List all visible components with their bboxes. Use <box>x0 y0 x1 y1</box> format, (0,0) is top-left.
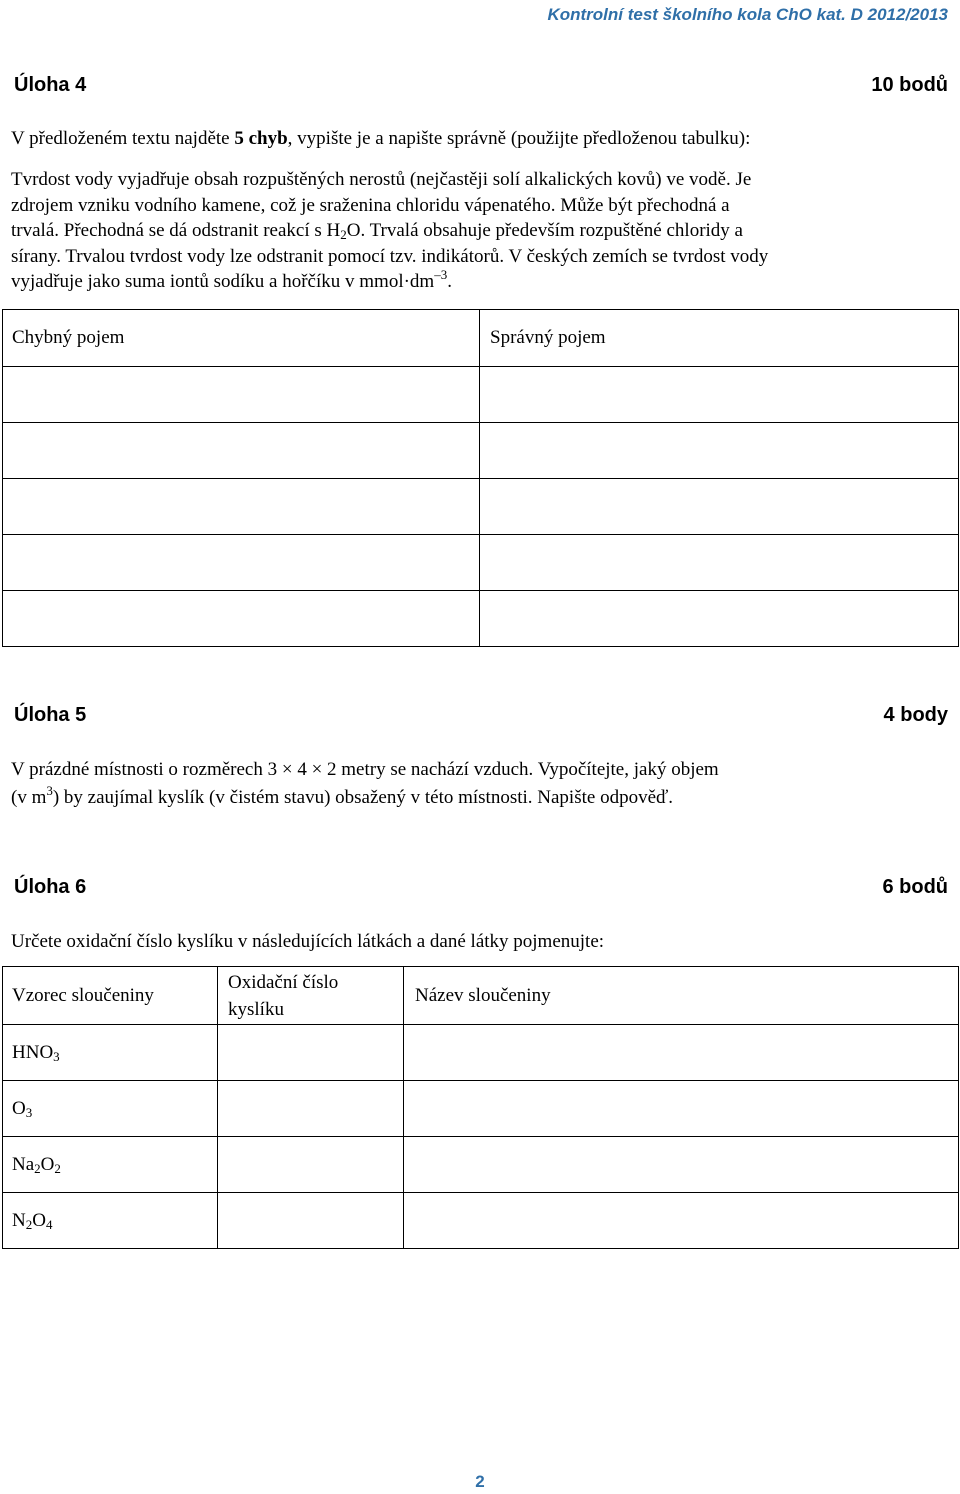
correct-term-cell[interactable] <box>480 591 959 647</box>
task5-text-line-1: V prázdné místnosti o rozměrech 3 × 4 × 2 metry se nachází vzduch. Vypočítejte, jaký objem <box>11 759 719 780</box>
header-oxidation-number: Oxidační číslo kyslíku <box>218 967 404 1025</box>
task6-instruction: Určete oxidační číslo kyslíku v následujících látkách a dané látky pojmenujte: <box>11 931 605 952</box>
header-wrong-term: Chybný pojem <box>3 310 480 367</box>
errors-table-header-row <box>3 310 959 367</box>
task4-error-count: 5 chyb <box>234 128 288 149</box>
oxidation-number-cell[interactable] <box>218 1193 404 1249</box>
oxidation-number-cell[interactable] <box>218 1025 404 1081</box>
header-formula: Vzorec sloučeniny <box>3 967 218 1025</box>
correct-term-cell[interactable] <box>480 423 959 479</box>
errors-table <box>2 309 959 647</box>
task6-points: 6 bodů <box>882 876 948 898</box>
oxidation-table-row <box>3 1025 959 1081</box>
formula-cell: $Na_2O_2$ <box>3 1137 218 1193</box>
compound-name-cell[interactable] <box>404 1193 959 1249</box>
wrong-term-cell[interactable] <box>3 367 480 423</box>
header-compound-name: Název sloučeniny <box>404 967 959 1025</box>
document-header-title: Kontrolní test školního kola ChO kat. D 2012/2013 <box>547 5 948 24</box>
errors-table-row <box>3 535 959 591</box>
task4-points: 10 bodů <box>871 74 948 96</box>
errors-table-row <box>3 367 959 423</box>
formula-cell: $O_3$ <box>3 1081 218 1137</box>
task4-text-line-5: vyjadřuje jako suma iontů sodíku a hořčíku v $mmol\cdot dm^{-3}$. <box>11 267 452 292</box>
task4-text-line-2: zdrojem vzniku vodního kamene, což je sraženina chloridu vápenatého. Může být přechodná a <box>11 194 730 216</box>
task5-text-line-2: (v $m^3$) by zaujímal kyslík (v čistém stavu) obsažený v této místnosti. Napište odpověď. <box>11 783 674 808</box>
wrong-term-cell[interactable] <box>3 479 480 535</box>
oxidation-number-cell[interactable] <box>218 1081 404 1137</box>
oxidation-table-row <box>3 1081 959 1137</box>
wrong-term-cell[interactable] <box>3 423 480 479</box>
task5-title: Úloha 5 <box>14 704 87 726</box>
correct-term-cell[interactable] <box>480 479 959 535</box>
task4-instruction: V předloženém textu najděte 5 chyb, vypište je a napište správně (použijte předloženou tabulku): <box>11 128 751 149</box>
task4-text-line-4: sírany. Trvalou tvrdost vody lze odstranit pomocí tzv. indikátorů. V českých zemích se tvrdost vody <box>11 245 769 267</box>
oxidation-table-row <box>3 1137 959 1193</box>
correct-term-cell[interactable] <box>480 535 959 591</box>
oxidation-table <box>2 966 959 1249</box>
formula-cell: $N_2O_4$ <box>3 1193 218 1249</box>
page-number: 2 <box>475 1472 485 1491</box>
task4-text-line-1: Tvrdost vody vyjadřuje obsah rozpuštěných nerostů (nejčastěji solí alkalických kovů) ve vodě. Je <box>11 169 752 190</box>
wrong-term-cell[interactable] <box>3 535 480 591</box>
header-correct-term: Správný pojem <box>480 310 959 367</box>
compound-name-cell[interactable] <box>404 1025 959 1081</box>
errors-table-row <box>3 423 959 479</box>
task4-text-line-3: trvalá. Přechodná se dá odstranit reakcí s $H_2O$. Trvalá obsahuje především rozpuštěné chloridy a <box>11 220 743 242</box>
oxidation-number-cell[interactable] <box>218 1137 404 1193</box>
task5-points: 4 body <box>883 704 948 726</box>
errors-table-row <box>3 591 959 647</box>
formula-cell: $HNO_3$ <box>3 1025 218 1081</box>
oxidation-table-row <box>3 1193 959 1249</box>
oxidation-table-header-row <box>3 967 959 1025</box>
compound-name-cell[interactable] <box>404 1081 959 1137</box>
task4-title: Úloha 4 <box>14 74 87 96</box>
errors-table-row <box>3 479 959 535</box>
correct-term-cell[interactable] <box>480 367 959 423</box>
task6-title: Úloha 6 <box>14 876 87 898</box>
wrong-term-cell[interactable] <box>3 591 480 647</box>
compound-name-cell[interactable] <box>404 1137 959 1193</box>
